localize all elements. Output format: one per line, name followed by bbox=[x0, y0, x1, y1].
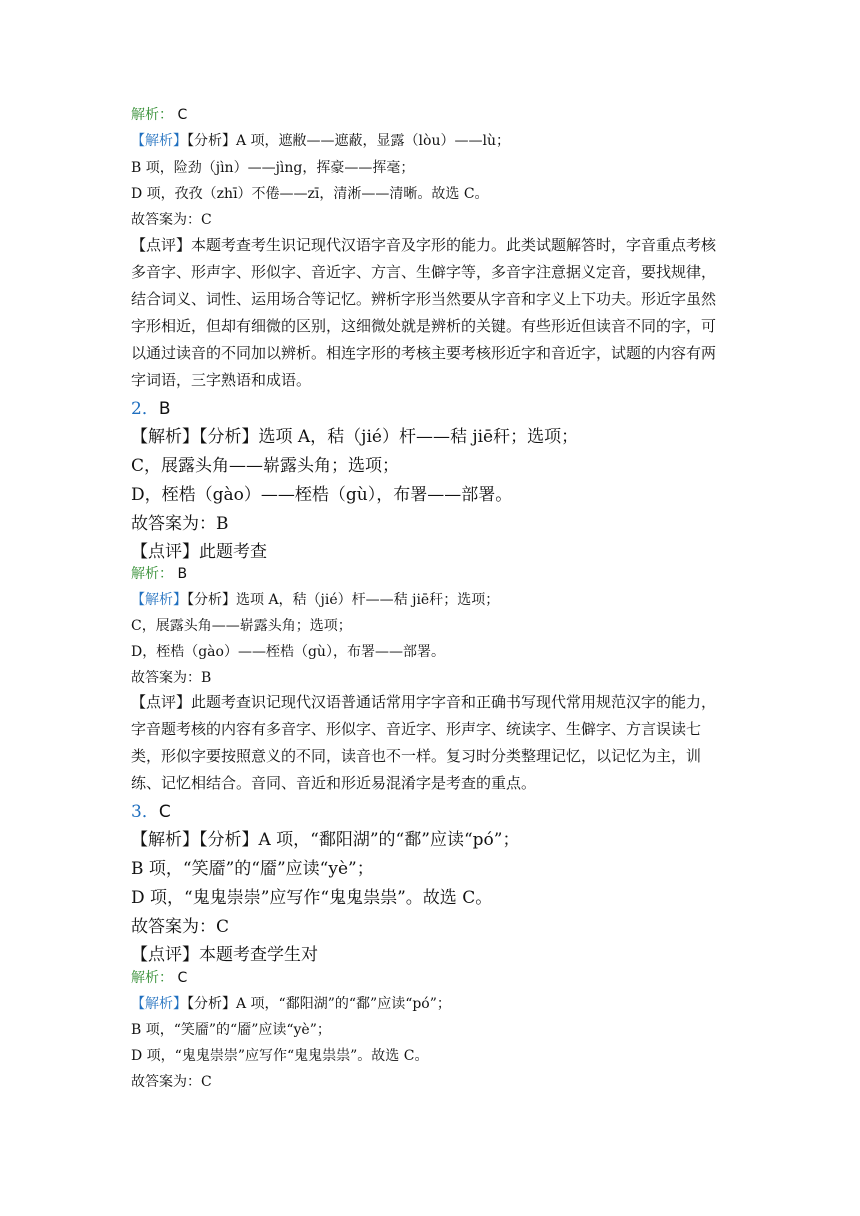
fenxi-text: 【分析】选项 A，秸（jié）杆——秸 jiē秆；选项； bbox=[199, 427, 579, 447]
dianping-line-3: 结合词义、词性、运用场合等记忆。辨析字形当然要从字音和字义上下功夫。形近字虽然 bbox=[131, 290, 717, 308]
q3-jiexi-line bbox=[131, 967, 187, 987]
question-answer: C bbox=[158, 802, 171, 822]
jiexi-label: 解析： bbox=[131, 107, 173, 123]
jiexi-tag: 【解析】 bbox=[131, 427, 199, 447]
fenxi-text: 【分析】A 项，遮敝——遮蔽，显露（lòu）——lù； bbox=[187, 133, 510, 149]
question-number: 2． bbox=[131, 399, 159, 419]
q2-small-option-d-line: D，桎梏（gào）——桎梏（gù），布署——部署。 bbox=[131, 644, 445, 660]
jiexi-tag: 【解析】 bbox=[131, 996, 187, 1012]
q2-small-option-c-line: C，展露头角——崭露头角；选项； bbox=[131, 618, 352, 634]
jiexi-label: 解析： bbox=[131, 566, 173, 582]
q3-small-option-b-line: B 项，“笑靥”的“靥”应读“yè”； bbox=[131, 1022, 331, 1038]
q2-option-d-line: D，桎梏（gào）——桎梏（gù），布署——部署。 bbox=[131, 485, 513, 505]
q3-option-b-line: B 项，“笑靥”的“靥”应读“yè”； bbox=[131, 859, 374, 879]
q2-dianping-line-3: 类，形似字要按照意义的不同，读音也不一样。复习时分类整理记忆，以记忆为主，训 bbox=[131, 747, 702, 765]
jiexi-tag: 【解析】 bbox=[131, 133, 187, 149]
q2-answer-line: 故答案为：B bbox=[131, 514, 229, 534]
q2-small-answer-line: 故答案为：B bbox=[131, 670, 212, 686]
fenxi-text: 【分析】A 项，“鄱阳湖”的“鄱”应读“pó”； bbox=[187, 996, 451, 1012]
question-3-heading bbox=[131, 797, 171, 822]
jiexi-tag: 【解析】 bbox=[131, 592, 187, 608]
q3-small-answer-line: 故答案为：C bbox=[131, 1074, 212, 1090]
option-b-line: B 项，险劲（jìn）——jìng，挥豪——挥毫； bbox=[131, 160, 415, 176]
dianping-line-2: 多音字、形声字、形似字、音近字、方言、生僻字等，多音字注意据义定音，要找规律， bbox=[131, 263, 717, 281]
q3-small-analysis-line bbox=[131, 993, 451, 1013]
q2-analysis-line bbox=[131, 422, 578, 447]
q2-dianping-stub: 【点评】此题考查 bbox=[131, 542, 267, 562]
jiexi-answer: B bbox=[177, 566, 188, 582]
question-answer: B bbox=[158, 399, 171, 419]
analysis-line bbox=[131, 130, 510, 150]
q3-option-d-line: D 项，“鬼鬼崇崇”应写作“鬼鬼祟祟”。故选 C。 bbox=[131, 888, 493, 908]
q2-small-analysis-line bbox=[131, 589, 499, 609]
dianping-line-5: 以通过读音的不同加以辨析。相连字形的考核主要考核形近字和音近字，试题的内容有两 bbox=[131, 344, 717, 362]
q2-dianping-line-4: 练、记忆相结合。音同、音近和形近易混淆字是考查的重点。 bbox=[131, 774, 537, 792]
q3-dianping-stub: 【点评】本题考查学生对 bbox=[131, 945, 318, 965]
answer-line: 故答案为：C bbox=[131, 212, 212, 228]
jiexi-answer: C bbox=[177, 107, 188, 123]
jiexi-answer: C bbox=[177, 970, 188, 986]
question-2-heading bbox=[131, 394, 171, 419]
option-d-line: D 项，孜孜（zhī）不倦——zī，清淅——清晰。故选 C。 bbox=[131, 186, 489, 202]
q2-dianping-line-2: 字音题考核的内容有多音字、形似字、音近字、形声字、统读字、生僻字、方言误读七 bbox=[131, 720, 702, 738]
q2-dianping-line-1: 【点评】此题考查识记现代汉语普通话常用字字音和正确书写现代常用规范汉字的能力， bbox=[131, 693, 717, 711]
jiexi-label: 解析： bbox=[131, 970, 173, 986]
fenxi-text: 【分析】选项 A，秸（jié）杆——秸 jiē秆；选项； bbox=[187, 592, 500, 608]
question-number: 3． bbox=[131, 802, 159, 822]
q3-analysis-line: 【解析】【分析】A 项，“鄱阳湖”的“鄱”应读“pó”； bbox=[131, 830, 520, 850]
q3-small-option-d-line: D 项，“鬼鬼崇崇”应写作“鬼鬼祟祟”。故选 C。 bbox=[131, 1048, 429, 1064]
dianping-line-6: 字词语，三字熟语和成语。 bbox=[131, 371, 312, 389]
dianping-line-1: 【点评】本题考查考生识记现代汉语字音及字形的能力。此类试题解答时，字音重点考核 bbox=[131, 236, 717, 254]
q2-jiexi-line bbox=[131, 563, 187, 583]
jiexi-line bbox=[131, 104, 187, 124]
q2-option-c-line: C，展露头角——崭露头角；选项； bbox=[131, 456, 400, 476]
q3-answer-line: 故答案为：C bbox=[131, 917, 230, 937]
dianping-line-4: 字形相近，但却有细微的区别，这细微处就是辨析的关键。有些形近但读音不同的字，可 bbox=[131, 317, 717, 335]
